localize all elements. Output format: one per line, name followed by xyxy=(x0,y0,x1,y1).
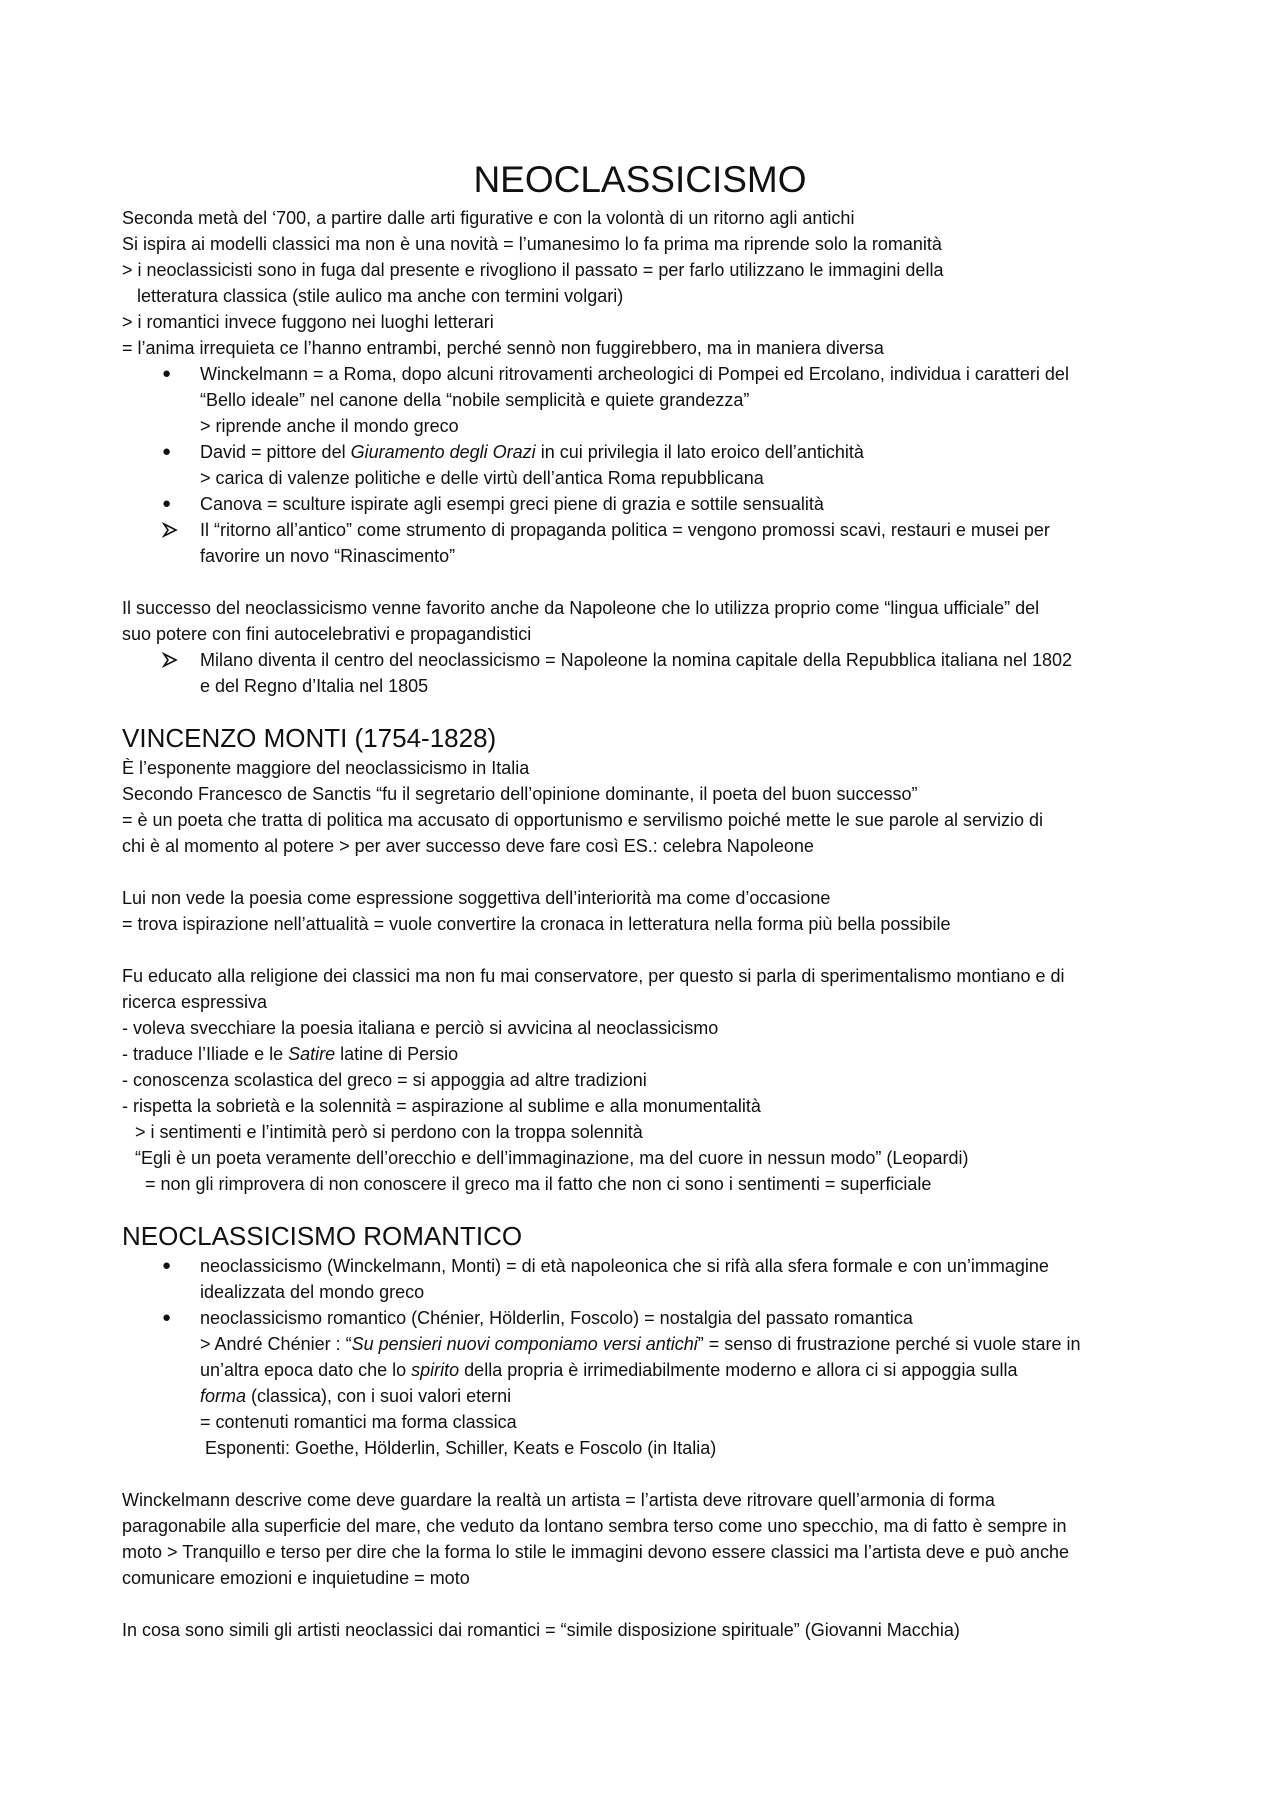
page-title: NEOCLASSICISMO xyxy=(473,159,807,200)
section-heading: VINCENZO MONTI (1754-1828) xyxy=(122,723,497,753)
paragraph-line: > i neoclassicisti sono in fuga dal presente e rivogliono il passato = per farlo utilizzano le immagini della xyxy=(122,260,944,280)
paragraph-line: = l’anima irrequieta ce l’hanno entrambi, perché sennò non fuggirebbero, ma in maniera diversa xyxy=(122,338,884,358)
bullet-icon: ● xyxy=(162,1257,172,1274)
list-item-continuation: forma (classica), con i suoi valori eterni xyxy=(200,1386,512,1406)
list-item-continuation: idealizzata del mondo greco xyxy=(200,1282,425,1302)
paragraph-line: Fu educato alla religione dei classici ma non fu mai conservatore, per questo si parla di sperimentalismo montiano e di xyxy=(122,966,1065,986)
list-item-continuation: > carica di valenze politiche e delle virtù dell’antica Roma repubblicana xyxy=(200,468,764,488)
list-item: David = pittore del Giuramento degli Orazi in cui privilegia il lato eroico dell’antichità xyxy=(200,442,864,462)
list-item: Milano diventa il centro del neoclassicismo = Napoleone la nomina capitale della Repubblica italiana nel 1802 xyxy=(200,650,1073,670)
paragraph-line: ricerca espressiva xyxy=(122,992,268,1012)
list-item-continuation: “Bello ideale” nel canone della “nobile semplicità e quiete grandezza” xyxy=(200,390,750,410)
list-item-continuation: favorire un novo “Rinascimento” xyxy=(200,546,456,566)
paragraph-line: È l’esponente maggiore del neoclassicismo in Italia xyxy=(122,758,530,778)
bullet-icon: ● xyxy=(162,365,172,382)
paragraph-line: - rispetta la sobrietà e la solennità = aspirazione al sublime e alla monumentalità xyxy=(122,1096,761,1116)
paragraph-line: Il successo del neoclassicismo venne favorito anche da Napoleone che lo utilizza proprio come “lingua ufficiale” del xyxy=(122,598,1040,618)
paragraph-line: suo potere con fini autocelebrativi e propagandistici xyxy=(122,624,532,644)
list-item-continuation: > André Chénier : “Su pensieri nuovi componiamo versi antichi” = senso di frustrazione perché si vuole stare in xyxy=(200,1334,1081,1354)
paragraph-line: moto > Tranquillo e terso per dire che la forma lo stile le immagini devono essere classici ma l’artista deve e può anche xyxy=(122,1542,1069,1562)
bullet-icon: ● xyxy=(162,443,172,460)
list-item-continuation: = contenuti romantici ma forma classica xyxy=(200,1412,517,1432)
paragraph-line: Seconda metà del ‘700, a partire dalle arti figurative e con la volontà di un ritorno agli antichi xyxy=(122,208,855,228)
list-item: neoclassicismo (Winckelmann, Monti) = di età napoleonica che si rifà alla sfera formale e con un’immagine xyxy=(200,1256,1049,1276)
paragraph-line: = non gli rimprovera di non conoscere il greco ma il fatto che non ci sono i sentimenti = superficiale xyxy=(145,1174,932,1194)
paragraph-line: - traduce l’Iliade e le Satire latine di Persio xyxy=(122,1044,459,1064)
list-item-continuation: Esponenti: Goethe, Hölderlin, Schiller, Keats e Foscolo (in Italia) xyxy=(205,1438,717,1458)
list-item-continuation: e del Regno d’Italia nel 1805 xyxy=(200,676,429,696)
paragraph-line: Si ispira ai modelli classici ma non è una novità = l’umanesimo lo fa prima ma riprende solo la romanità xyxy=(122,234,942,254)
paragraph-line: paragonabile alla superficie del mare, che veduto da lontano sembra terso come uno specchio, ma di fatto è sempre in xyxy=(122,1516,1067,1536)
paragraph-line: > i sentimenti e l’intimità però si perdono con la troppa solennità xyxy=(135,1122,643,1142)
section-heading: NEOCLASSICISMO ROMANTICO xyxy=(122,1221,523,1251)
list-item-continuation: un’altra epoca dato che lo spirito della propria è irrimediabilmente moderno e allora ci si appoggia sulla xyxy=(200,1360,1018,1380)
paragraph-line: - voleva svecchiare la poesia italiana e perciò si avvicina al neoclassicismo xyxy=(122,1018,719,1038)
list-item: Il “ritorno all’antico” come strumento di propaganda politica = vengono promossi scavi, restauri e musei per xyxy=(200,520,1050,540)
paragraph-line: comunicare emozioni e inquietudine = moto xyxy=(122,1568,470,1588)
paragraph-line: Secondo Francesco de Sanctis “fu il segretario dell’opinione dominante, il poeta del buon successo” xyxy=(122,784,918,804)
paragraph-line: - conoscenza scolastica del greco = si appoggia ad altre tradizioni xyxy=(122,1070,647,1090)
arrow-bullet-icon xyxy=(162,518,178,542)
bullet-icon: ● xyxy=(162,495,172,512)
list-item: Winckelmann = a Roma, dopo alcuni ritrovamenti archeologici di Pompei ed Ercolano, individua i caratteri del xyxy=(200,364,1069,384)
bullet-icon: ● xyxy=(162,1309,172,1326)
paragraph-line: In cosa sono simili gli artisti neoclassici dai romantici = “simile disposizione spirituale” (Giovanni Macchia) xyxy=(122,1620,960,1640)
paragraph-line: > i romantici invece fuggono nei luoghi letterari xyxy=(122,312,494,332)
paragraph-line: = è un poeta che tratta di politica ma accusato di opportunismo e servilismo poiché mette le sue parole al servizio di xyxy=(122,810,1043,830)
list-item: neoclassicismo romantico (Chénier, Hölderlin, Foscolo) = nostalgia del passato romantica xyxy=(200,1308,913,1328)
paragraph-line: = trova ispirazione nell’attualità = vuole convertire la cronaca in letteratura nella forma più bella possibile xyxy=(122,914,951,934)
paragraph-line: Lui non vede la poesia come espressione soggettiva dell’interiorità ma come d’occasione xyxy=(122,888,831,908)
paragraph-line: Winckelmann descrive come deve guardare la realtà un artista = l’artista deve ritrovare quell’armonia di forma xyxy=(122,1490,995,1510)
list-item: Canova = sculture ispirate agli esempi greci piene di grazia e sottile sensualità xyxy=(200,494,824,514)
arrow-bullet-icon xyxy=(162,648,178,672)
list-item-continuation: > riprende anche il mondo greco xyxy=(200,416,459,436)
paragraph-line: chi è al momento al potere > per aver successo deve fare così ES.: celebra Napoleone xyxy=(122,836,814,856)
paragraph-line: “Egli è un poeta veramente dell’orecchio e dell’immaginazione, ma del cuore in nessun modo” (Leopardi) xyxy=(135,1148,969,1168)
paragraph-line: letteratura classica (stile aulico ma anche con termini volgari) xyxy=(137,286,624,306)
